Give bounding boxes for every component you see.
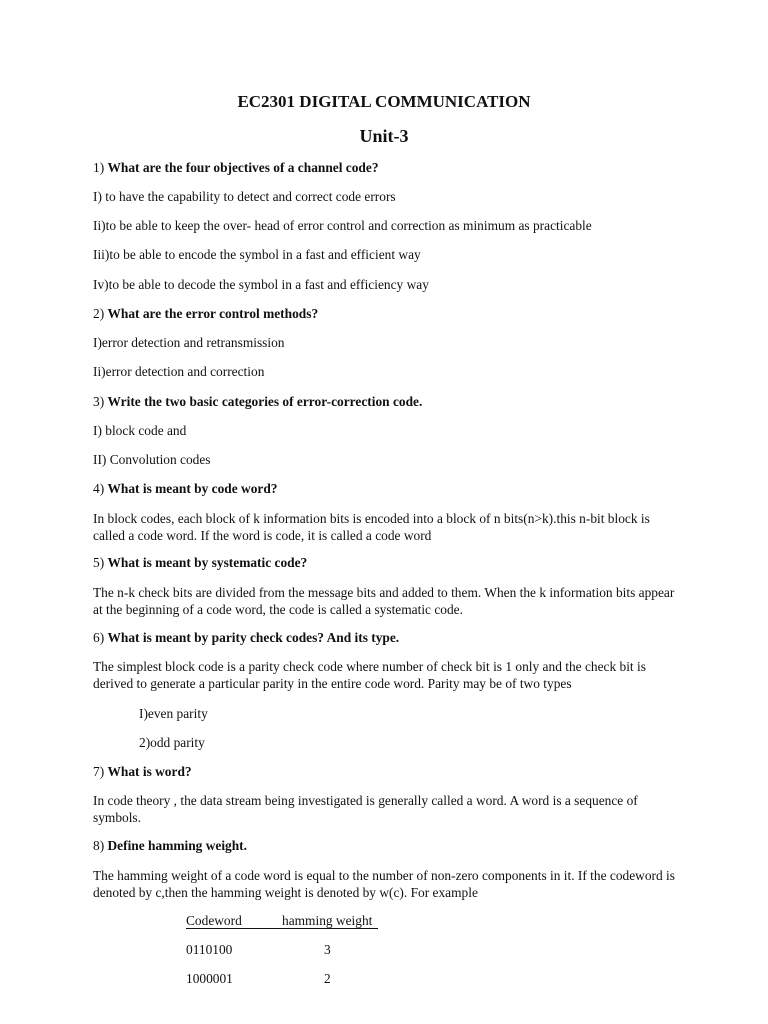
answer-paragraph: The hamming weight of a code word is equal to the number of non-zero components in it. If the codeword is denoted by c,then the hamming weight is denoted by w(c). For example bbox=[93, 868, 675, 900]
question-7 bbox=[93, 764, 192, 780]
answer-line: Iv)to be able to decode the symbol in a fast and efficiency way bbox=[93, 277, 429, 292]
question-text: Write the two basic categories of error-correction code. bbox=[107, 394, 423, 409]
parity-type: I)even parity bbox=[139, 706, 208, 721]
parity-type: 2)odd parity bbox=[139, 735, 205, 750]
question-number: 1) bbox=[93, 160, 105, 175]
table-cell-weight: 2 bbox=[324, 971, 331, 986]
answer-line: Ii)to be able to keep the over- head of error control and correction as minimum as practicable bbox=[93, 218, 592, 233]
question-text: What is word? bbox=[107, 764, 192, 779]
question-number: 5) bbox=[93, 555, 105, 570]
question-text: What is meant by systematic code? bbox=[107, 555, 308, 570]
table-cell-codeword: 0110100 bbox=[186, 942, 233, 957]
question-text: What is meant by code word? bbox=[107, 481, 278, 496]
question-3 bbox=[93, 394, 422, 410]
question-8 bbox=[93, 838, 247, 854]
question-number: 7) bbox=[93, 764, 105, 779]
question-text: What is meant by parity check codes? And its type. bbox=[107, 630, 400, 645]
answer-line: I) block code and bbox=[93, 423, 187, 438]
unit-heading: Unit-3 bbox=[359, 126, 409, 146]
table-header-codeword: Codeword bbox=[186, 913, 242, 928]
answer-line: II) Convolution codes bbox=[93, 452, 211, 467]
answer-line: Ii)error detection and correction bbox=[93, 364, 265, 379]
question-5 bbox=[93, 555, 307, 571]
answer-line: I) to have the capability to detect and correct code errors bbox=[93, 189, 396, 204]
table-header-underline bbox=[186, 928, 378, 929]
table-cell-weight: 3 bbox=[324, 942, 331, 957]
question-number: 4) bbox=[93, 481, 105, 496]
answer-line: Iii)to be able to encode the symbol in a fast and efficient way bbox=[93, 247, 421, 262]
answer-paragraph: In block codes, each block of k information bits is encoded into a block of n bits(n>k).this n-bit block is called a code word. If the word is code, it is called a code word bbox=[93, 511, 650, 543]
table-header-weight: hamming weight bbox=[282, 913, 373, 928]
question-number: 2) bbox=[93, 306, 105, 321]
answer-paragraph: The simplest block code is a parity check code where number of check bit is 1 only and the check bit is derived to generate a particular parity in the entire code word. Parity may be of two types bbox=[93, 659, 646, 691]
question-text: Define hamming weight. bbox=[107, 838, 247, 853]
question-1 bbox=[93, 160, 379, 176]
answer-paragraph: The n-k check bits are divided from the message bits and added to them. When the k information bits appear at the beginning of a code word, the code is called a systematic code. bbox=[93, 585, 675, 617]
table-cell-codeword: 1000001 bbox=[186, 971, 233, 986]
question-2 bbox=[93, 306, 318, 322]
question-number: 3) bbox=[93, 394, 105, 409]
question-6 bbox=[93, 630, 399, 646]
question-text: What are the four objectives of a channel code? bbox=[107, 160, 379, 175]
answer-line: I)error detection and retransmission bbox=[93, 335, 285, 350]
question-4 bbox=[93, 481, 278, 497]
question-number: 6) bbox=[93, 630, 105, 645]
answer-paragraph: In code theory , the data stream being investigated is generally called a word. A word is a sequence of symbols. bbox=[93, 793, 638, 825]
question-number: 8) bbox=[93, 838, 105, 853]
question-text: What are the error control methods? bbox=[107, 306, 319, 321]
document-title: EC2301 DIGITAL COMMUNICATION bbox=[237, 92, 531, 111]
